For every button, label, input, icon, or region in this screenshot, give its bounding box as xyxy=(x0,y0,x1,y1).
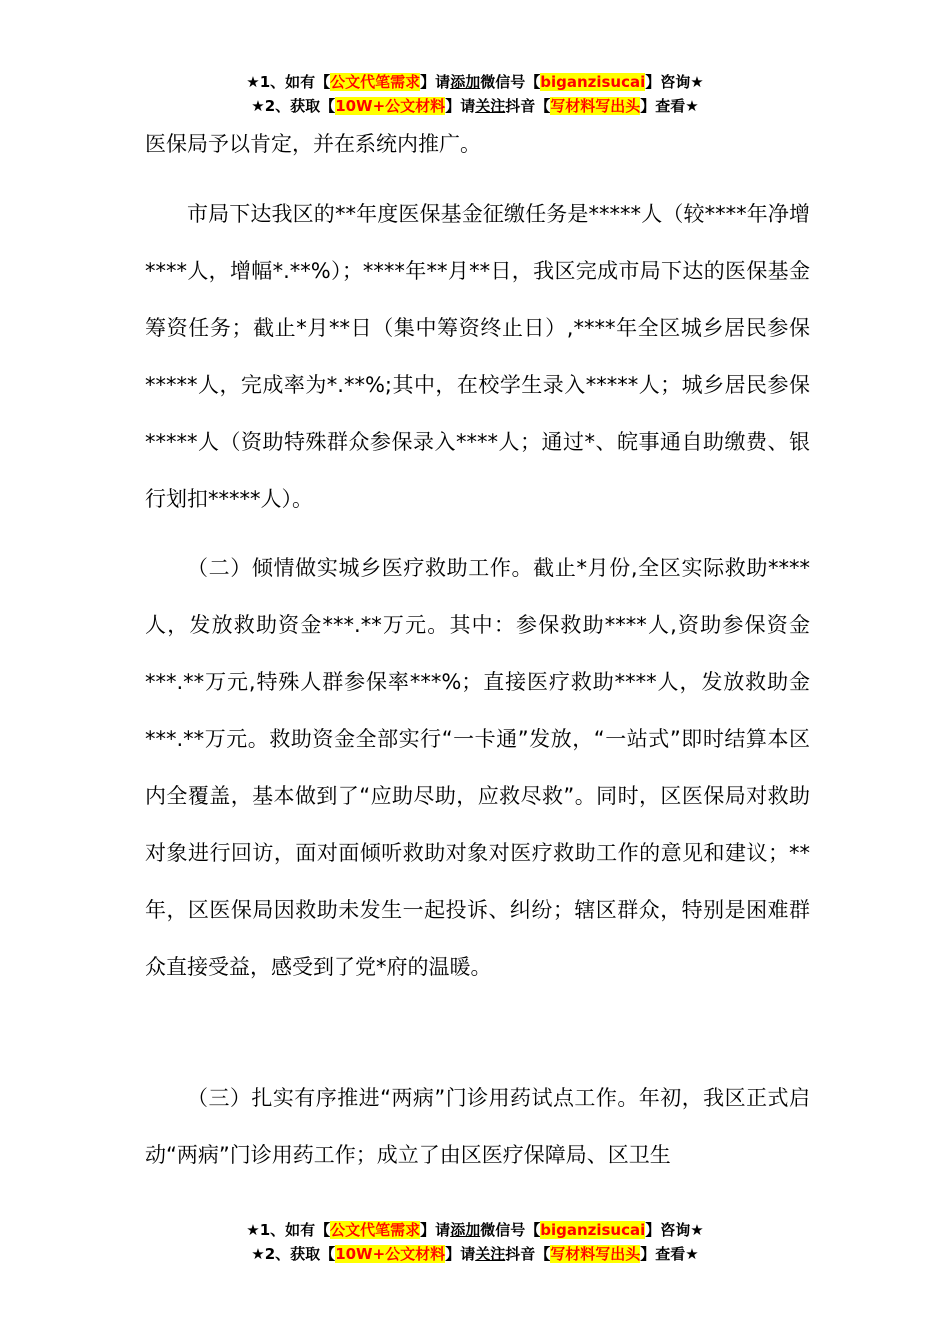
banner-text: 】请 xyxy=(445,1245,476,1263)
banner-text: ★1、如有【 xyxy=(246,73,331,91)
footer-banner xyxy=(0,1218,950,1266)
paragraph-continuation: 医保局予以肯定，并在系统内推广。 xyxy=(145,132,481,156)
banner-line-1 xyxy=(0,1218,950,1242)
banner-text: 】请 xyxy=(420,1221,451,1239)
banner-text: 】咨询★ xyxy=(645,1221,704,1239)
header-banner xyxy=(0,70,950,118)
banner-underlined: 添加 xyxy=(450,73,481,91)
banner-highlight: 写材料写出头 xyxy=(550,1245,641,1263)
banner-line-2 xyxy=(0,94,950,118)
banner-line-1 xyxy=(0,70,950,94)
paragraph-medical-assistance: （二）倾情做实城乡医疗救助工作。截止*月份,全区实际救助****人，发放救助资金***.**万元。其中：参保救助****人,资助参保资金***.**万元,特殊人群参保率***%；直接医疗救助****人，发放救助金***.**万元。救助资金全部实行“一卡通”发放，“一站式”即时结算本区内全覆盖，基本做到了“应助尽助，应救尽救”。同时，区医保局对救助对象进行回访，面对面倾听救助对象对医疗救助工作的意见和建议；**年，区医保局因救助未发生一起投诉、纠纷；辖区群众，特别是困难群众直接受益，感受到了党*府的温暖。 xyxy=(145,556,810,979)
banner-text: ★2、获取【 xyxy=(251,1245,336,1263)
banner-text: 】查看★ xyxy=(640,1245,699,1263)
banner-text: 抖音【 xyxy=(505,1245,551,1263)
banner-text: 】请 xyxy=(420,73,451,91)
banner-text: 抖音【 xyxy=(505,97,551,115)
banner-text: ★1、如有【 xyxy=(246,1221,331,1239)
paragraph-fund-collection: 市局下达我区的**年度医保基金征缴任务是*****人（较****年净增****人，增幅*.**%）；****年**月**日，我区完成市局下达的医保基金筹资任务；截止*月**日（集中筹资终止日）,****年全区城乡居民参保*****人，完成率为*.**%;其中，在校学生录入*****人；城乡居民参保*****人（资助特殊群众参保录入****人；通过*、皖事通自助缴费、银行划扣*****人）。 xyxy=(145,202,810,511)
banner-line-2 xyxy=(0,1242,950,1266)
banner-underlined: 添加 xyxy=(450,1221,481,1239)
banner-text: 微信号【 xyxy=(480,73,541,91)
banner-underlined: 关注 xyxy=(475,1245,506,1263)
banner-text: 】查看★ xyxy=(640,97,699,115)
banner-text: 微信号【 xyxy=(480,1221,541,1239)
banner-underlined: 关注 xyxy=(475,97,506,115)
banner-highlight: 10W+公文材料 xyxy=(335,97,446,115)
banner-highlight: 10W+公文材料 xyxy=(335,1245,446,1263)
paragraph-two-diseases: （三）扎实有序推进“两病”门诊用药试点工作。年初，我区正式启动“两病”门诊用药工作；成立了由区医疗保障局、区卫生 xyxy=(145,1086,810,1167)
banner-text: ★2、获取【 xyxy=(251,97,336,115)
banner-text: 】请 xyxy=(445,97,476,115)
banner-highlight: 公文代笔需求 xyxy=(330,73,421,91)
banner-highlight: 写材料写出头 xyxy=(550,97,641,115)
banner-highlight: 公文代笔需求 xyxy=(330,1221,421,1239)
banner-text: 】咨询★ xyxy=(645,73,704,91)
banner-highlight: biganzisucai xyxy=(540,1221,646,1239)
banner-highlight: biganzisucai xyxy=(540,73,646,91)
